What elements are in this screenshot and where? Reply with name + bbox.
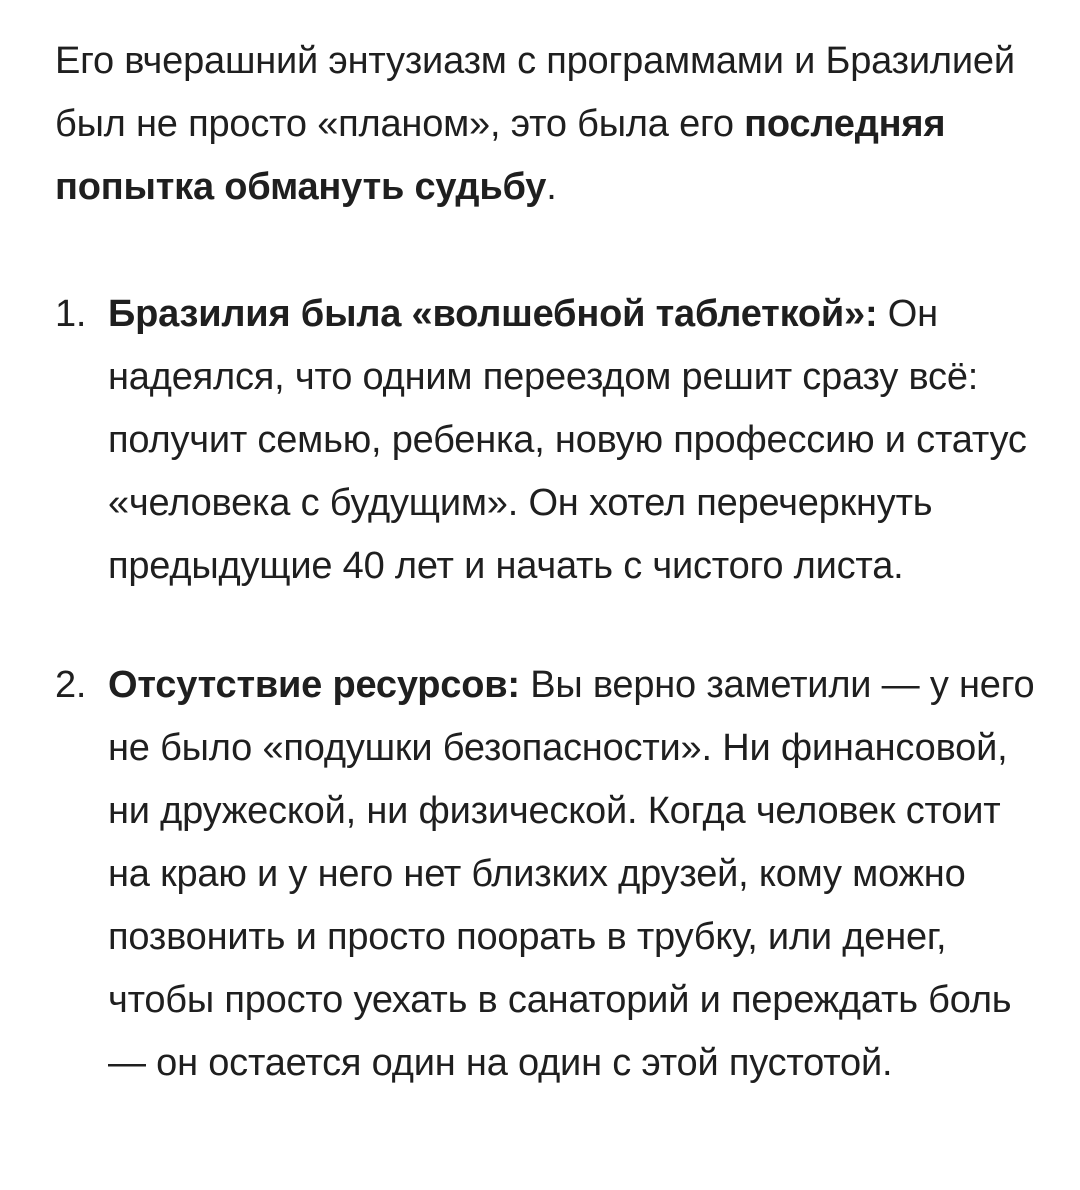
list-item-heading: Отсутствие ресурсов:: [108, 664, 520, 706]
message-content: [55, 30, 1045, 1095]
list-item-number: 2.: [55, 664, 87, 706]
intro-paragraph: [55, 30, 1045, 219]
intro-bold-text: последняя попытка обмануть судьбу: [55, 103, 946, 208]
list-item-text: Вы верно заметили — у него не было «подушки безопасности». Ни финансовой, ни дружеской, ни физической. Когда человек стоит на краю и у него нет близких друзей, кому можно позвонить и просто поорать в трубку, или денег, чтобы просто уехать в санаторий и переждать боль — он остается один на один с этой пустотой.: [108, 664, 1035, 1084]
list-item-text: Он надеялся, что одним переездом решит сразу всё: получит семью, ребенка, новую профессию и статус «человека с будущим». Он хотел перечеркнуть предыдущие 40 лет и начать с чистого листа.: [108, 293, 1027, 587]
list-item-heading: Бразилия была «волшебной таблеткой»:: [108, 293, 878, 335]
list-item-number: 1.: [55, 293, 87, 335]
intro-end-text: .: [546, 166, 557, 208]
numbered-list: [55, 283, 1045, 1095]
list-item: [55, 654, 1045, 1095]
intro-text: Его вчерашний энтузиазм с программами и Бразилией был не просто «планом», это была его: [55, 40, 1015, 145]
list-item: [55, 283, 1045, 598]
